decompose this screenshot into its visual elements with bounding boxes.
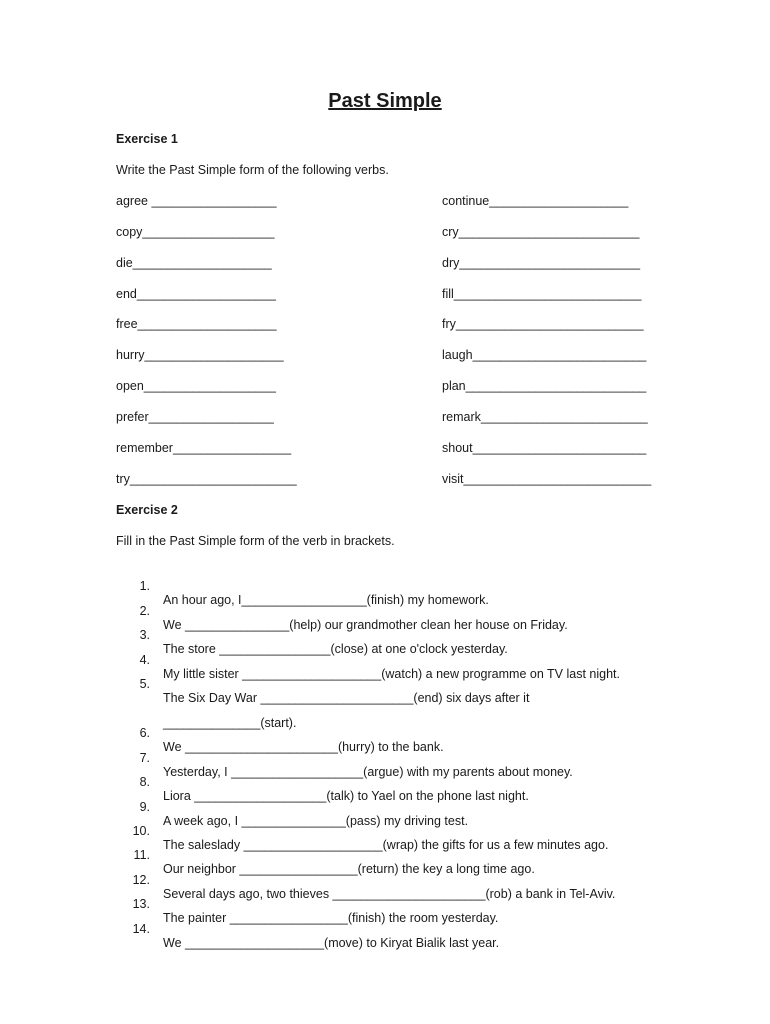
exercise1-instruction: Write the Past Simple form of the following verbs. [116, 163, 389, 177]
verb-item: copy___________________ [116, 225, 275, 239]
item-text: The store ________________(close) at one o'clock yesterday. [163, 642, 508, 656]
verb-item: remark________________________ [442, 410, 648, 424]
verb-item: prefer__________________ [116, 410, 274, 424]
item-text: My little sister ____________________(watch) a new programme on TV last night. [163, 667, 620, 681]
verb-item: fill___________________________ [442, 287, 642, 301]
exercise2-heading: Exercise 2 [116, 503, 178, 517]
item-text: We ____________________(move) to Kiryat Bialik last year. [163, 936, 500, 950]
item-number: 9. [139, 800, 150, 814]
verb-item: fry___________________________ [442, 317, 644, 331]
item-number: 11. [133, 848, 150, 862]
item-number: 13. [132, 897, 150, 911]
verb-item: try________________________ [116, 472, 297, 486]
verb-item: shout_________________________ [442, 441, 647, 455]
item-text: A week ago, I _______________(pass) my driving test. [163, 814, 469, 828]
verb-item: dry__________________________ [442, 256, 641, 270]
verb-item: die____________________ [116, 256, 272, 270]
exercise1-heading: Exercise 1 [116, 132, 178, 146]
verb-item: agree __________________ [116, 194, 277, 208]
item-number: 4. [139, 653, 150, 667]
item-number: 2. [139, 604, 150, 618]
item-text: Liora ___________________(talk) to Yael on the phone last night. [163, 789, 529, 803]
item-number: 3. [139, 628, 150, 642]
item-number: 7. [139, 751, 150, 765]
verb-item: cry__________________________ [442, 225, 640, 239]
verb-item: remember_________________ [116, 441, 292, 455]
verb-item: visit___________________________ [442, 472, 652, 486]
item-text: We ______________________(hurry) to the bank. [163, 740, 444, 754]
item-text: The painter _________________(finish) the room yesterday. [163, 911, 499, 925]
verb-item: open___________________ [116, 379, 276, 393]
item-text: The saleslady ____________________(wrap) the gifts for us a few minutes ago. [163, 838, 609, 852]
item-text: ______________(start). [163, 716, 297, 730]
item-number: 5. [139, 677, 150, 691]
verb-item: hurry____________________ [116, 348, 284, 362]
item-number: 6. [139, 726, 150, 740]
exercise2-instruction: Fill in the Past Simple form of the verb in brackets. [116, 534, 395, 548]
item-text: The Six Day War ______________________(end) six days after it [163, 691, 530, 705]
verb-item: end____________________ [116, 287, 276, 301]
item-text: We _______________(help) our grandmother clean her house on Friday. [163, 618, 568, 632]
page-title: Past Simple [328, 90, 442, 112]
item-number: 8. [139, 775, 150, 789]
item-number: 12. [132, 873, 150, 887]
verb-item: continue____________________ [442, 194, 629, 208]
verb-item: free____________________ [116, 317, 277, 331]
item-number: 1. [139, 579, 150, 593]
item-text: Yesterday, I ___________________(argue) with my parents about money. [163, 765, 573, 779]
verb-item: plan__________________________ [442, 379, 647, 393]
item-text: Our neighbor _________________(return) the key a long time ago. [163, 862, 535, 876]
item-text: An hour ago, I__________________(finish) my homework. [163, 593, 489, 607]
verb-item: laugh_________________________ [442, 348, 647, 362]
item-number: 10. [132, 824, 150, 838]
item-number: 14. [132, 922, 150, 936]
item-text: Several days ago, two thieves ______________________(rob) a bank in Tel-Aviv. [163, 887, 616, 901]
